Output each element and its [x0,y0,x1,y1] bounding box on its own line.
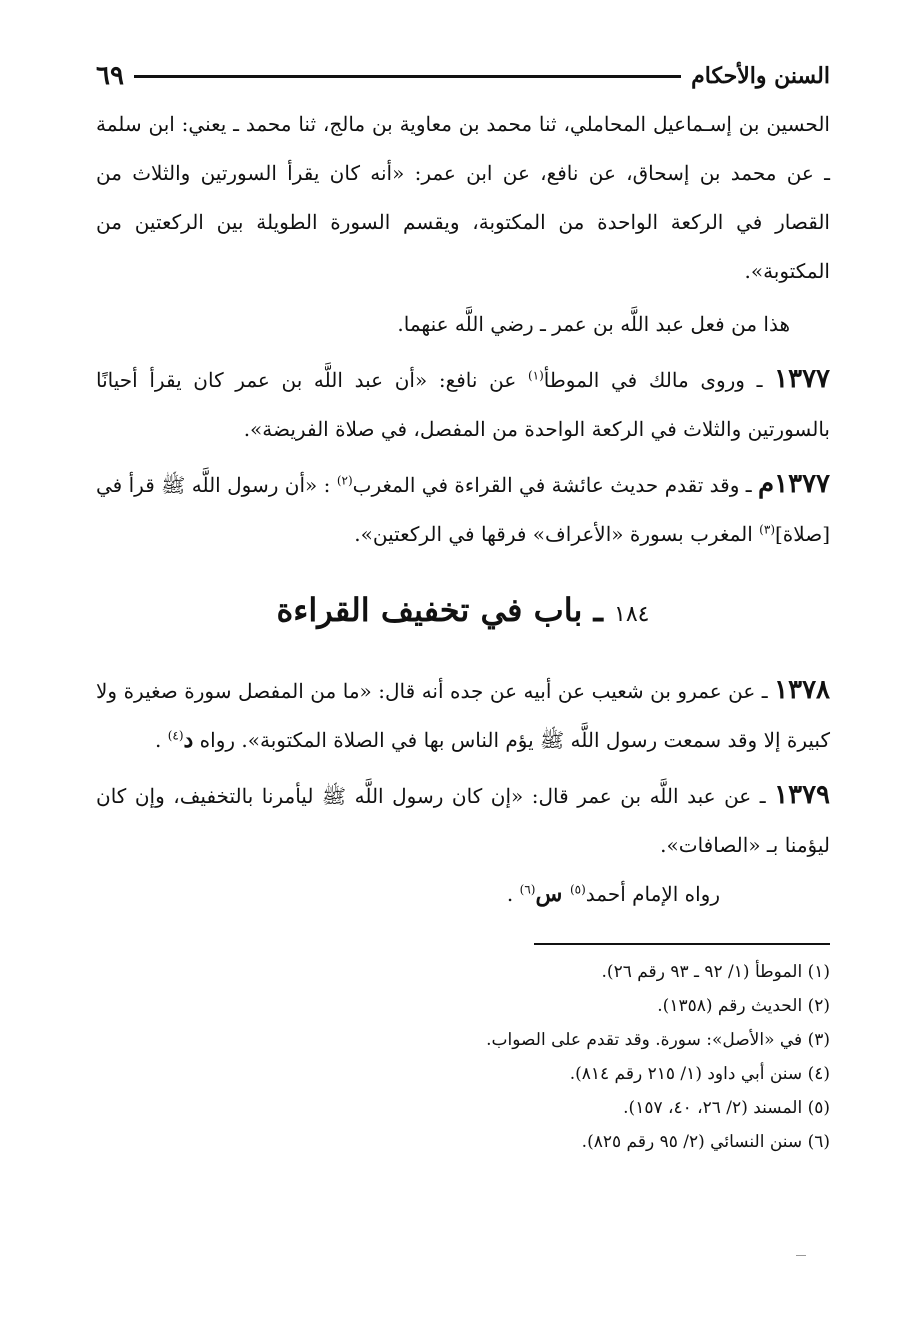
hadith-1377m [96,460,830,559]
hadith-text: ـ عن عمرو بن شعيب عن أبيه عن جده أنه قال: «ما من المفصل سورة صغيرة ولا كبيرة إلا وقد سمعت رسول اللَّه ﷺ يؤم الناس بها في الصلاة المكتوبة». رواه [96,679,830,752]
hadith-number: ١٣٧٨ [774,675,830,705]
footnotes-list [96,955,830,1159]
source-abbrev: س [535,881,570,907]
hadith-text: عن نافع: «أن عبد اللَّه بن عمر كان يقرأ أحيانًا بالسورتين والثلاث في الركعة الواحدة من المفصل، في صلاة الفريضة». [96,368,830,441]
footnote-ref[interactable]: (١) [527,368,544,383]
paragraph-comment: هذا من فعل عبد اللَّه بن عمر ـ رضي اللَّه عنهما. [397,312,790,336]
footnote-item: (٢) الحديث رقم (١٣٥٨). [657,996,830,1016]
attribution-text: رواه الإمام أحمد [585,882,720,906]
hadith-number: ١٣٧٩ [774,780,830,810]
attribution-line [96,870,830,919]
hadith-text: ـ وقد تقدم حديث عائشة في القراءة في المغرب [352,473,759,497]
footnote-ref[interactable]: (٦) [519,882,536,897]
hadith-text: . [154,728,168,752]
footnote-ref[interactable]: (٣) [759,522,775,537]
paragraph-isnad: الحسين بن إسـماعيل المحاملي، ثنا محمد بن معاوية بن مالج، ثنا محمد ـ يعني: ابن سلمة ـ عن محمد بن إسحاق، عن نافع، عن ابن عمر: «أنه كان يقرأ السورتين والثلاث من القصار في الركعة الواحدة من المكتوبة، ويقسم السورة الطويلة بين الركعتين من المكتوبة». [96,112,830,283]
footnote-separator [534,943,830,945]
chapter-number: ١٨٤ [614,602,650,627]
footnote-ref[interactable]: (٤) [167,728,184,743]
hadith-number: ١٣٧٧م [758,469,830,499]
hadith-text: المغرب بسورة «الأعراف» فرقها في الركعتين». [354,522,760,546]
hadith-1379 [96,771,830,870]
hadith-text: ـ وروى مالك في الموطأ [543,368,775,392]
hadith-1377 [96,355,830,454]
footnote-item: (١) الموطأ (١/ ٩٢ ـ ٩٣ رقم ٢٦). [601,962,830,982]
scan-speck [796,1255,806,1256]
hadith-number: ١٣٧٧ [774,364,830,394]
footnote-item: (٦) سنن النسائي (٢/ ٩٥ رقم ٨٢٥). [581,1132,830,1152]
running-title: السنن والأحكام [691,63,830,89]
chapter-title: ـ باب في تخفيف القراءة [276,591,615,629]
header-rule [134,75,681,78]
chapter-heading [96,585,830,640]
book-page [96,56,830,1294]
source-abbrev: د [183,727,194,753]
footnote-ref[interactable]: (٢) [336,473,353,488]
page-number: ٦٩ [96,61,124,91]
footnote-ref[interactable]: (٥) [569,882,586,897]
footnote-item: (٥) المسند (٢/ ٢٦، ٤٠، ١٥٧). [623,1098,830,1118]
footnote-item: (٣) في «الأصل»: سورة. وقد تقدم على الصواب. [486,1030,830,1050]
attribution-text: . [506,882,520,906]
hadith-text: ـ عن عبد اللَّه بن عمر قال: «إن كان رسول اللَّه ﷺ ليأمرنا بالتخفيف، وإن كان ليؤمنا بـ «الصافات». [96,784,830,857]
hadith-text: : «أن رسول اللَّه ﷺ قرأ في [صلاة] [96,473,830,546]
running-header [96,56,830,96]
footnote-item: (٤) سنن أبي داود (١/ ٢١٥ رقم ٨١٤). [569,1064,830,1084]
hadith-1378 [96,666,830,765]
